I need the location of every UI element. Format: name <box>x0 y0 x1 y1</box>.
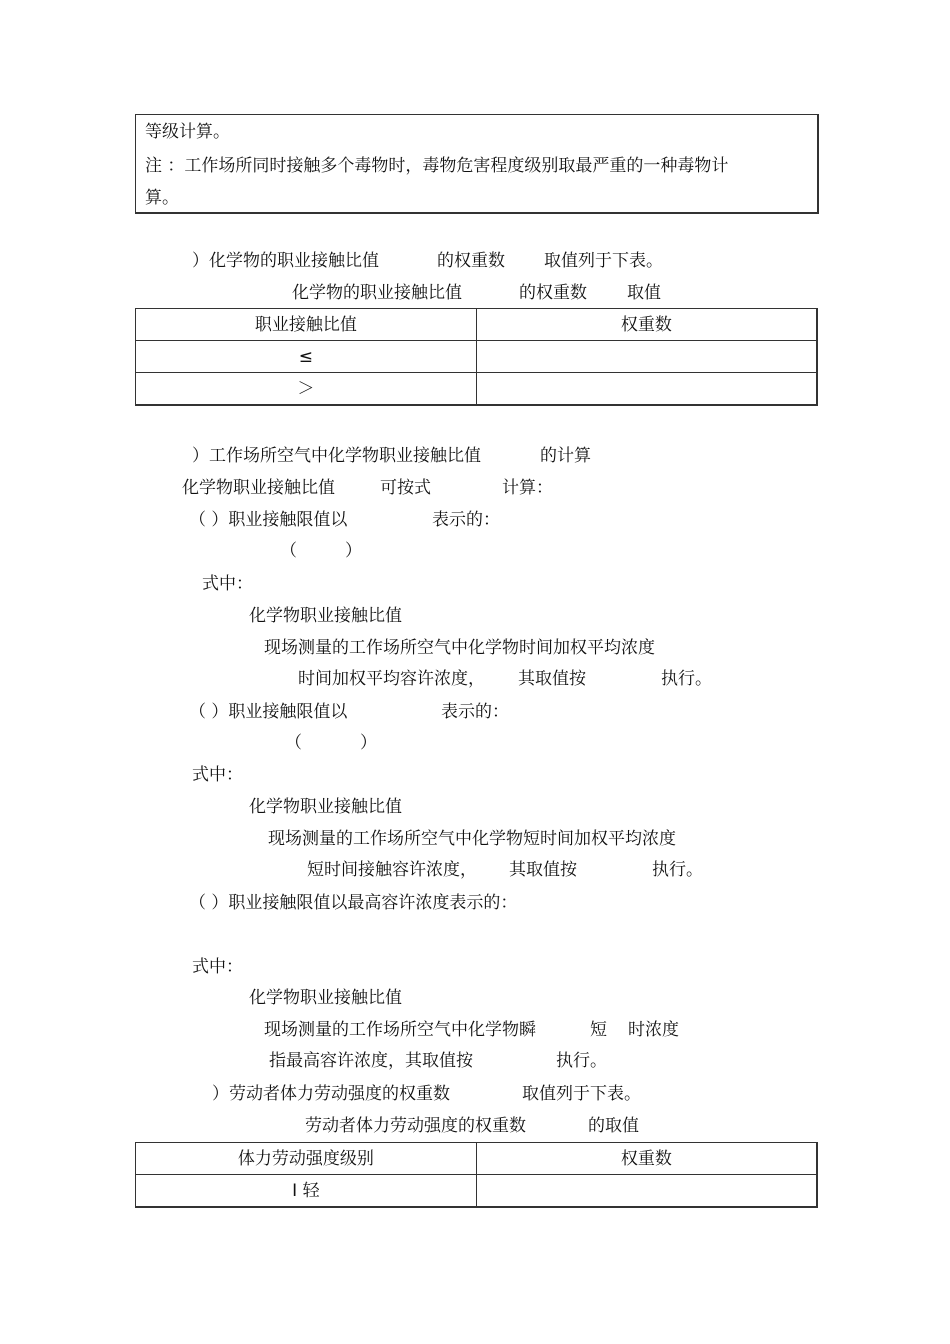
weight-table-labor-intensity <box>135 1142 818 1208</box>
sub1-def-3-a: 时间加权平均容许浓度， <box>298 669 485 689</box>
note-box <box>135 114 819 214</box>
table-row <box>136 373 818 406</box>
sub3-def-2-a: 现场测量的工作场所空气中化学物瞬 <box>264 1020 536 1040</box>
table-header-cell: 体力劳动强度级别 <box>136 1143 477 1175</box>
table-cell: ＞ <box>136 373 477 406</box>
table-header-row <box>136 309 818 341</box>
formula-intro-c: 计算： <box>502 478 553 498</box>
sub2-heading-a: （ ）职业接触限值以 <box>189 702 348 722</box>
sub3-def-2-c: 时浓度 <box>628 1020 679 1040</box>
sub2-def-3-c: 执行。 <box>652 860 703 880</box>
sub2-paren-close: ） <box>360 733 377 753</box>
section3-intro-b: 取值列于下表。 <box>522 1084 641 1104</box>
sub2-def-2: 现场测量的工作场所空气中化学物短时间加权平均浓度 <box>268 829 676 849</box>
note-line-1: 等级计算。 <box>145 122 230 142</box>
table2-caption-a: 劳动者体力劳动强度的权重数 <box>305 1116 526 1136</box>
table-cell <box>476 373 817 406</box>
sub3-def-3-b: 执行。 <box>556 1051 607 1071</box>
sub3-def-1: 化学物职业接触比值 <box>249 988 402 1008</box>
table-cell: ≤ <box>136 341 477 373</box>
formula-intro-b: 可按式 <box>380 478 431 498</box>
table-row <box>136 1175 818 1208</box>
sub1-def-1: 化学物职业接触比值 <box>249 606 402 626</box>
table1-caption-b: 的权重数 <box>519 283 587 303</box>
sub1-def-3-b: 其取值按 <box>518 669 586 689</box>
table-cell: Ⅰ 轻 <box>136 1175 477 1208</box>
section2-title-a: ）工作场所空气中化学物职业接触比值 <box>192 446 481 466</box>
table-header-cell: 权重数 <box>476 309 817 341</box>
table2-caption-b: 的取值 <box>588 1116 639 1136</box>
sub2-def-1: 化学物职业接触比值 <box>249 797 402 817</box>
section1-intro-a: ）化学物的职业接触比值 <box>192 251 379 271</box>
sub2-heading-b: 表示的： <box>441 702 509 722</box>
table-cell <box>476 341 817 373</box>
table-header-row <box>136 1143 818 1175</box>
sub2-def-3-a: 短时间接触容许浓度， <box>307 860 477 880</box>
note-line-2: 注 ：工作场所同时接触多个毒物时，毒物危害程度级别取最严重的一种毒物计 <box>145 156 729 176</box>
sub1-heading-a: （ ）职业接触限值以 <box>189 510 348 530</box>
table1-caption-a: 化学物的职业接触比值 <box>292 283 462 303</box>
sub2-def-3-b: 其取值按 <box>509 860 577 880</box>
sub3-def-2-b: 短 <box>590 1020 607 1040</box>
table-header-cell: 职业接触比值 <box>136 309 477 341</box>
sub2-paren-open: （ <box>285 733 302 753</box>
formula-intro-a: 化学物职业接触比值 <box>182 478 335 498</box>
table-row <box>136 341 818 373</box>
sub1-heading-b: 表示的： <box>432 510 500 530</box>
sub1-where-label: 式中： <box>202 574 253 594</box>
section3-intro-a: ）劳动者体力劳动强度的权重数 <box>212 1084 450 1104</box>
table-cell <box>476 1175 817 1208</box>
section1-intro-b: 的权重数 <box>437 251 505 271</box>
sub1-paren-close: ） <box>345 541 362 561</box>
weight-table-exposure-ratio <box>135 308 818 406</box>
sub3-def-3-a: 指最高容许浓度，其取值按 <box>269 1051 473 1071</box>
table1-caption-c: 取值 <box>627 283 661 303</box>
sub3-where-label: 式中： <box>192 957 243 977</box>
note-line-3: 算。 <box>145 188 179 208</box>
section1-intro-c: 取值列于下表。 <box>544 251 663 271</box>
table-header-cell: 权重数 <box>476 1143 817 1175</box>
sub1-def-2: 现场测量的工作场所空气中化学物时间加权平均浓度 <box>264 638 655 658</box>
sub1-paren-open: （ <box>280 541 297 561</box>
section2-title-b: 的计算 <box>540 446 591 466</box>
sub2-where-label: 式中： <box>192 765 243 785</box>
sub3-heading: （ ）职业接触限值以最高容许浓度表示的： <box>189 893 518 913</box>
sub1-def-3-c: 执行。 <box>661 669 712 689</box>
